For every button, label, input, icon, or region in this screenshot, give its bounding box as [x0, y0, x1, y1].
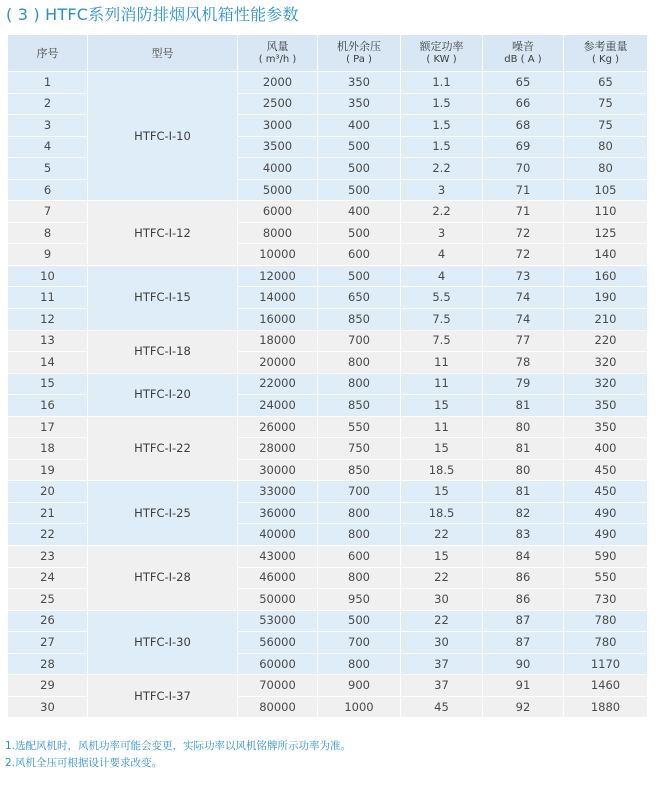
table-header-row	[8, 35, 648, 72]
cell-pressure: 400	[318, 115, 401, 137]
cell-power: 37	[401, 653, 483, 675]
cell-weight: 80	[564, 158, 648, 180]
cell-model: HTFC-I-30	[88, 610, 238, 675]
cell-pressure: 500	[318, 179, 401, 201]
cell-model: HTFC-I-22	[88, 416, 238, 481]
cell-airflow: 3500	[238, 136, 318, 158]
cell-weight: 140	[564, 244, 648, 266]
cell-weight: 110	[564, 201, 648, 223]
cell-seq: 22	[8, 524, 88, 546]
cell-seq: 30	[8, 696, 88, 718]
cell-noise: 79	[483, 373, 564, 395]
note-1: 1.选配风机时，风机功率可能会变更，实际功率以风机铭牌所示功率为准。	[5, 740, 352, 752]
cell-airflow: 8000	[238, 222, 318, 244]
cell-model: HTFC-I-10	[88, 72, 238, 201]
cell-weight: 780	[564, 610, 648, 632]
cell-power: 11	[401, 416, 483, 438]
cell-weight: 125	[564, 222, 648, 244]
cell-power: 11	[401, 373, 483, 395]
cell-power: 18.5	[401, 459, 483, 481]
cell-weight: 550	[564, 567, 648, 589]
cell-noise: 81	[483, 395, 564, 417]
cell-seq: 15	[8, 373, 88, 395]
header-power: 额定功率 ( KW )	[401, 35, 483, 72]
cell-seq: 12	[8, 309, 88, 331]
cell-seq: 25	[8, 589, 88, 611]
cell-weight: 450	[564, 481, 648, 503]
cell-power: 7.5	[401, 330, 483, 352]
cell-airflow: 5000	[238, 179, 318, 201]
cell-pressure: 800	[318, 653, 401, 675]
table-row	[8, 416, 648, 438]
header-weight: 参考重量 ( Kg )	[564, 35, 648, 72]
cell-weight: 320	[564, 373, 648, 395]
cell-model: HTFC-I-18	[88, 330, 238, 373]
cell-power: 18.5	[401, 502, 483, 524]
cell-weight: 80	[564, 136, 648, 158]
cell-pressure: 350	[318, 93, 401, 115]
table-row	[8, 265, 648, 287]
cell-seq: 18	[8, 438, 88, 460]
cell-weight: 105	[564, 179, 648, 201]
cell-seq: 21	[8, 502, 88, 524]
cell-noise: 73	[483, 265, 564, 287]
cell-pressure: 800	[318, 352, 401, 374]
cell-noise: 66	[483, 93, 564, 115]
cell-seq: 9	[8, 244, 88, 266]
cell-power: 11	[401, 352, 483, 374]
header-airflow: 风量 ( m³/h )	[238, 35, 318, 72]
cell-noise: 80	[483, 416, 564, 438]
cell-airflow: 60000	[238, 653, 318, 675]
cell-seq: 29	[8, 675, 88, 697]
cell-seq: 11	[8, 287, 88, 309]
cell-power: 2.2	[401, 158, 483, 180]
cell-weight: 350	[564, 395, 648, 417]
cell-noise: 86	[483, 589, 564, 611]
cell-weight: 160	[564, 265, 648, 287]
cell-pressure: 500	[318, 158, 401, 180]
cell-seq: 23	[8, 546, 88, 568]
cell-airflow: 28000	[238, 438, 318, 460]
cell-airflow: 10000	[238, 244, 318, 266]
cell-power: 4	[401, 265, 483, 287]
cell-seq: 7	[8, 201, 88, 223]
cell-weight: 590	[564, 546, 648, 568]
cell-airflow: 53000	[238, 610, 318, 632]
cell-seq: 26	[8, 610, 88, 632]
cell-weight: 780	[564, 632, 648, 654]
cell-weight: 1880	[564, 696, 648, 718]
cell-weight: 220	[564, 330, 648, 352]
cell-model: HTFC-I-37	[88, 675, 238, 718]
cell-airflow: 2500	[238, 93, 318, 115]
cell-pressure: 350	[318, 72, 401, 94]
cell-power: 22	[401, 567, 483, 589]
cell-power: 1.1	[401, 72, 483, 94]
cell-power: 4	[401, 244, 483, 266]
cell-pressure: 550	[318, 416, 401, 438]
cell-pressure: 500	[318, 136, 401, 158]
table-row	[8, 546, 648, 568]
cell-weight: 1170	[564, 653, 648, 675]
notes	[5, 738, 351, 772]
cell-noise: 82	[483, 502, 564, 524]
cell-seq: 20	[8, 481, 88, 503]
cell-noise: 80	[483, 459, 564, 481]
cell-airflow: 20000	[238, 352, 318, 374]
cell-noise: 71	[483, 179, 564, 201]
table-body	[8, 72, 648, 718]
cell-noise: 69	[483, 136, 564, 158]
cell-noise: 92	[483, 696, 564, 718]
header-seq: 序号	[8, 35, 88, 72]
cell-power: 45	[401, 696, 483, 718]
cell-power: 22	[401, 524, 483, 546]
cell-noise: 68	[483, 115, 564, 137]
cell-seq: 16	[8, 395, 88, 417]
cell-airflow: 40000	[238, 524, 318, 546]
cell-pressure: 800	[318, 373, 401, 395]
cell-airflow: 3000	[238, 115, 318, 137]
cell-pressure: 700	[318, 632, 401, 654]
cell-noise: 71	[483, 201, 564, 223]
cell-power: 1.5	[401, 93, 483, 115]
cell-weight: 490	[564, 502, 648, 524]
cell-power: 1.5	[401, 136, 483, 158]
cell-airflow: 6000	[238, 201, 318, 223]
table-row	[8, 481, 648, 503]
cell-weight: 450	[564, 459, 648, 481]
cell-seq: 6	[8, 179, 88, 201]
cell-airflow: 16000	[238, 309, 318, 331]
cell-power: 15	[401, 395, 483, 417]
cell-weight: 490	[564, 524, 648, 546]
cell-power: 3	[401, 179, 483, 201]
header-model: 型号	[88, 35, 238, 72]
cell-pressure: 950	[318, 589, 401, 611]
cell-seq: 13	[8, 330, 88, 352]
cell-noise: 87	[483, 632, 564, 654]
cell-power: 22	[401, 610, 483, 632]
cell-pressure: 650	[318, 287, 401, 309]
cell-power: 30	[401, 632, 483, 654]
cell-model: HTFC-I-28	[88, 546, 238, 611]
cell-pressure: 500	[318, 610, 401, 632]
cell-power: 5.5	[401, 287, 483, 309]
table-row	[8, 675, 648, 697]
cell-airflow: 18000	[238, 330, 318, 352]
cell-pressure: 700	[318, 481, 401, 503]
table-row	[8, 330, 648, 352]
cell-seq: 2	[8, 93, 88, 115]
cell-airflow: 70000	[238, 675, 318, 697]
cell-seq: 5	[8, 158, 88, 180]
cell-seq: 27	[8, 632, 88, 654]
cell-airflow: 50000	[238, 589, 318, 611]
cell-pressure: 600	[318, 244, 401, 266]
cell-weight: 730	[564, 589, 648, 611]
cell-seq: 19	[8, 459, 88, 481]
cell-power: 2.2	[401, 201, 483, 223]
cell-pressure: 750	[318, 438, 401, 460]
cell-pressure: 1000	[318, 696, 401, 718]
page-title: ( 3 ) HTFC系列消防排烟风机箱性能参数	[6, 5, 299, 24]
cell-pressure: 600	[318, 546, 401, 568]
cell-airflow: 22000	[238, 373, 318, 395]
cell-weight: 75	[564, 115, 648, 137]
cell-pressure: 900	[318, 675, 401, 697]
cell-power: 1.5	[401, 115, 483, 137]
cell-seq: 14	[8, 352, 88, 374]
cell-noise: 84	[483, 546, 564, 568]
cell-airflow: 56000	[238, 632, 318, 654]
cell-seq: 8	[8, 222, 88, 244]
cell-power: 30	[401, 589, 483, 611]
cell-power: 3	[401, 222, 483, 244]
cell-airflow: 2000	[238, 72, 318, 94]
cell-noise: 77	[483, 330, 564, 352]
cell-airflow: 24000	[238, 395, 318, 417]
header-pressure: 机外余压 ( Pa )	[318, 35, 401, 72]
cell-weight: 75	[564, 93, 648, 115]
header-noise: 噪音 dB ( A )	[483, 35, 564, 72]
cell-power: 15	[401, 481, 483, 503]
cell-noise: 65	[483, 72, 564, 94]
cell-seq: 1	[8, 72, 88, 94]
performance-table	[7, 34, 648, 718]
cell-airflow: 4000	[238, 158, 318, 180]
cell-weight: 320	[564, 352, 648, 374]
cell-noise: 86	[483, 567, 564, 589]
cell-model: HTFC-I-25	[88, 481, 238, 546]
cell-seq: 17	[8, 416, 88, 438]
cell-pressure: 400	[318, 201, 401, 223]
cell-noise: 78	[483, 352, 564, 374]
cell-noise: 91	[483, 675, 564, 697]
cell-airflow: 14000	[238, 287, 318, 309]
cell-model: HTFC-I-12	[88, 201, 238, 266]
cell-noise: 72	[483, 244, 564, 266]
table-row	[8, 201, 648, 223]
cell-seq: 10	[8, 265, 88, 287]
cell-weight: 1460	[564, 675, 648, 697]
table-row	[8, 373, 648, 395]
cell-noise: 87	[483, 610, 564, 632]
cell-seq: 4	[8, 136, 88, 158]
cell-airflow: 46000	[238, 567, 318, 589]
cell-weight: 350	[564, 416, 648, 438]
cell-seq: 24	[8, 567, 88, 589]
cell-weight: 190	[564, 287, 648, 309]
cell-airflow: 80000	[238, 696, 318, 718]
cell-noise: 70	[483, 158, 564, 180]
cell-airflow: 26000	[238, 416, 318, 438]
cell-noise: 83	[483, 524, 564, 546]
cell-weight: 65	[564, 72, 648, 94]
cell-pressure: 850	[318, 459, 401, 481]
cell-pressure: 700	[318, 330, 401, 352]
cell-pressure: 500	[318, 222, 401, 244]
cell-seq: 3	[8, 115, 88, 137]
cell-airflow: 12000	[238, 265, 318, 287]
cell-power: 15	[401, 546, 483, 568]
cell-airflow: 43000	[238, 546, 318, 568]
cell-noise: 74	[483, 287, 564, 309]
cell-noise: 72	[483, 222, 564, 244]
cell-pressure: 800	[318, 524, 401, 546]
cell-noise: 81	[483, 481, 564, 503]
cell-pressure: 850	[318, 395, 401, 417]
note-2: 2.风机全压可根据设计要求改变。	[5, 757, 163, 769]
cell-weight: 210	[564, 309, 648, 331]
cell-airflow: 30000	[238, 459, 318, 481]
cell-noise: 81	[483, 438, 564, 460]
cell-model: HTFC-I-20	[88, 373, 238, 416]
cell-pressure: 850	[318, 309, 401, 331]
cell-weight: 400	[564, 438, 648, 460]
cell-pressure: 800	[318, 502, 401, 524]
table-row	[8, 610, 648, 632]
cell-power: 37	[401, 675, 483, 697]
cell-power: 15	[401, 438, 483, 460]
cell-pressure: 800	[318, 567, 401, 589]
cell-airflow: 33000	[238, 481, 318, 503]
cell-pressure: 500	[318, 265, 401, 287]
cell-airflow: 36000	[238, 502, 318, 524]
table-row	[8, 72, 648, 94]
cell-seq: 28	[8, 653, 88, 675]
cell-noise: 90	[483, 653, 564, 675]
cell-noise: 74	[483, 309, 564, 331]
cell-power: 7.5	[401, 309, 483, 331]
cell-model: HTFC-I-15	[88, 265, 238, 330]
